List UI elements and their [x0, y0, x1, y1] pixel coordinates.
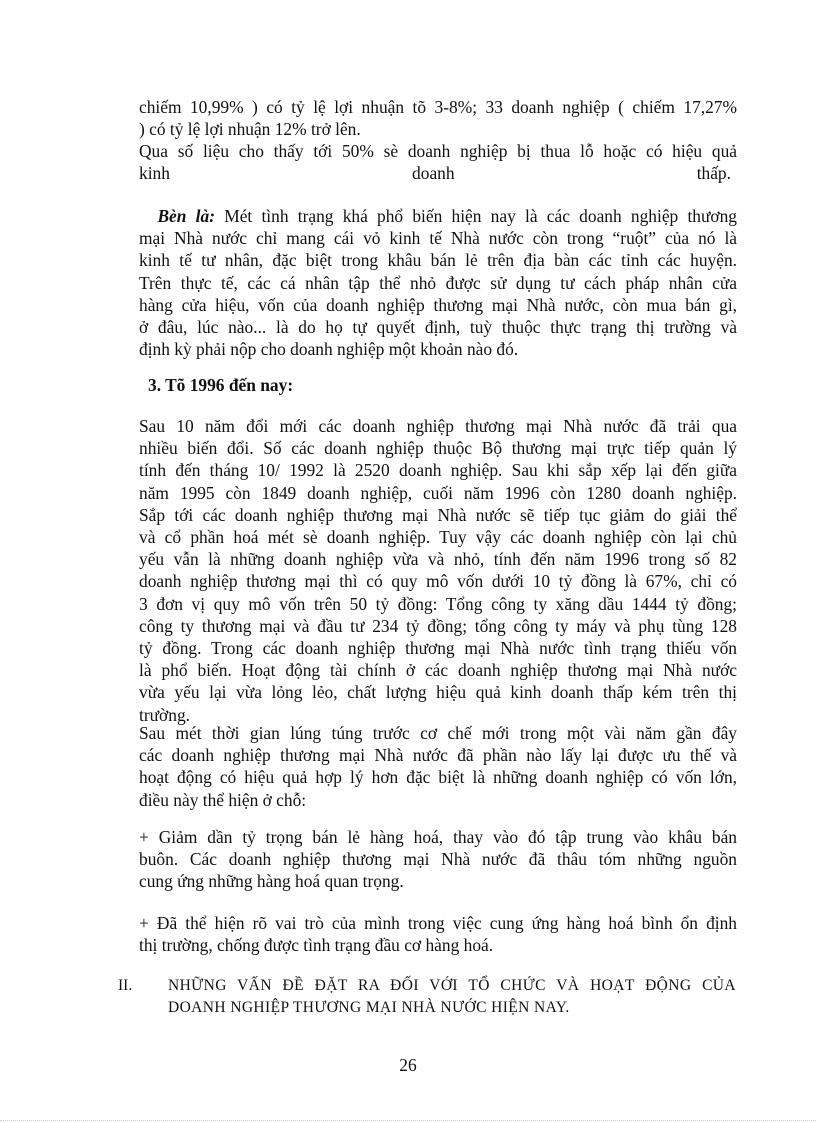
text-line: Trên thực tế, các cá nhân tập thể nhỏ được sử dụng tư cách pháp nhân cửa	[139, 272, 737, 293]
benla-paragraph	[139, 205, 737, 360]
text-line: ) có tỷ lệ lợi nhuận 12% trở lên.	[139, 119, 361, 140]
text-line: hoạt động có hiệu quả hợp lý hơn đặc biệt là những doanh nghiệp có vốn lớn,	[139, 767, 737, 788]
text-line: là phổ biến. Hoạt động tài chính ở các doanh nghiệp thương mại Nhà nước	[139, 660, 737, 681]
heading-line: DOANH NGHIỆP THƯƠNG MẠI NHÀ NƯỚC HIỆN NAY.	[168, 999, 570, 1016]
text-line: Sau mét thời gian lúng túng trước cơ chế mới trong một vài năm gần đây	[139, 723, 737, 743]
after-paragraph	[139, 722, 737, 811]
text-line	[139, 162, 731, 184]
word: thấp.	[696, 163, 731, 184]
text-line: + Đã thể hiện rõ vai trò của mình trong việc cung ứng hàng hoá bình ổn định	[139, 913, 737, 933]
heading-line: NHỮNG VẤN ĐỀ ĐẶT RA ĐỐI VỚI TỔ CHỨC VÀ HOẠT ĐỘNG CỦA	[168, 977, 736, 994]
text-line: Sau 10 năm đổi mới các doanh nghiệp thương mại Nhà nước đã trải qua	[139, 416, 737, 436]
page-border	[0, 1120, 816, 1121]
section-heading	[168, 975, 736, 1019]
section-number: II.	[118, 977, 133, 994]
page-number: 26	[399, 1055, 417, 1075]
word: kinh	[139, 163, 170, 184]
text-line: hàng cửa hiệu, vốn của doanh nghiệp thương mại Nhà nước, còn mua bán gì,	[139, 294, 737, 315]
text-line: tính đến tháng 10/ 1992 là 2520 doanh nghiệp. Sau khi sắp xếp lại đến giữa	[139, 460, 737, 481]
since-1996-paragraph	[139, 415, 737, 726]
text-line: mại Nhà nước chỉ mang cái vỏ kinh tế Nhà nước còn trong “ruột” của nó là	[139, 228, 737, 249]
text-line: buôn. Các doanh nghiệp thương mại Nhà nước đã thâu tóm những nguồn	[139, 849, 737, 870]
text-line: cung ứng những hàng hoá quan trọng.	[139, 871, 404, 892]
text-line: + Giảm dần tỷ trọng bán lẻ hàng hoá, thay vào đó tập trung vào khâu bán	[139, 827, 737, 847]
text-line: và cổ phần hoá mét sè doanh nghiệp. Tuy vậy các doanh nghiệp còn lại chủ	[139, 527, 737, 548]
bullet-item	[139, 912, 737, 956]
text-line: ở đâu, lúc nào... là do họ tự quyết định, tuỳ thuộc thực trạng thị trường và	[139, 317, 737, 338]
text-line: trường.	[139, 704, 190, 725]
text-line: nhiều biến đổi. Số các doanh nghiệp thuộc Bộ thương mại trực tiếp quản lý	[139, 438, 737, 459]
text-line: điều này thể hiện ở chỗ:	[139, 789, 307, 810]
section-title: 3. Tõ 1996 đến nay:	[148, 375, 294, 395]
intro-paragraph	[139, 96, 737, 140]
word: doanh	[412, 163, 455, 184]
text-line: kinh tế tư nhân, đặc biệt trong khâu bán lẻ trên địa bàn các tỉnh các huyện.	[139, 250, 737, 271]
text-run: Mét tình trạng khá phổ biến hiện nay là các doanh nghiệp thương	[215, 206, 737, 226]
text-line: chiếm 10,99% ) có tỷ lệ lợi nhuận tõ 3-8%; 33 doanh nghiệp ( chiếm 17,27%	[139, 97, 737, 117]
bullet-item	[139, 826, 737, 893]
summary-paragraph	[139, 140, 737, 184]
text-line	[139, 205, 737, 227]
text-line: thị trường, chống được tình trạng đầu cơ hàng hoá.	[139, 935, 494, 956]
text-line: doanh nghiệp thương mại thì có quy mô vốn dưới 10 tỷ đồng là 67%, chỉ có	[139, 571, 737, 592]
text-line: 3 đơn vị quy mô vốn trên 50 tỷ đồng: Tổng công ty xăng dầu 1444 tỷ đồng;	[139, 593, 737, 614]
text-line: yếu vẫn là những doanh nghiệp vừa và nhỏ, tính đến năm 1996 trong số 82	[139, 549, 737, 570]
text-line: năm 1995 còn 1849 doanh nghiệp, cuối năm 1996 còn 1280 doanh nghiệp.	[139, 482, 737, 503]
text-line: các doanh nghiệp thương mại Nhà nước đã phần nào lấy lại được ưu thế và	[139, 745, 737, 766]
text-line: Qua số liệu cho thấy tới 50% sè doanh nghiệp bị thua lỗ hoặc có hiệu quả	[139, 141, 737, 161]
text-line: công ty thương mại và đầu tư 234 tỷ đồng; tổng công ty máy và phụ tùng 128	[139, 615, 737, 636]
text-line: vừa yếu lại vừa lỏng lẻo, chất lượng hiệu quả kinh doanh thấp kém trên thị	[139, 682, 737, 703]
text-line: tỷ đồng. Trong các doanh nghiệp thương mại Nhà nước tình trạng thiếu vốn	[139, 638, 737, 659]
text-line: Sắp tới các doanh nghiệp thương mại Nhà nước sẽ tiếp tục giảm do giải thể	[139, 504, 737, 525]
text-line: định kỳ phải nộp cho doanh nghiệp một khoản nào đó.	[139, 339, 519, 360]
lead-term: Bèn là:	[157, 206, 215, 226]
